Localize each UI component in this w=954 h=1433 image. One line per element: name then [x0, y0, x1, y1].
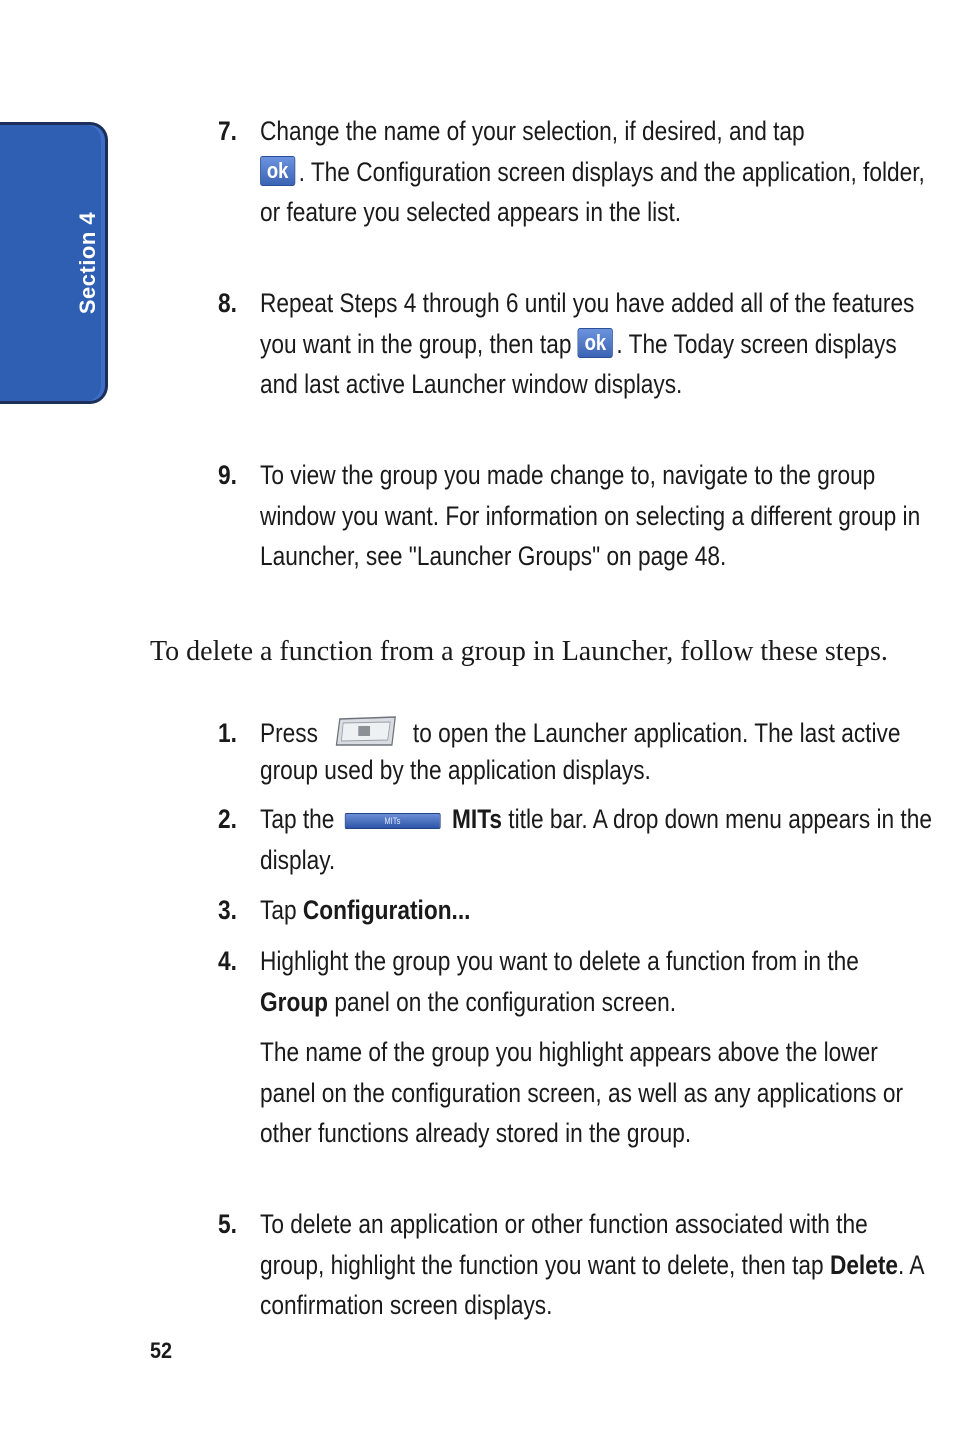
step-number: 4.: [218, 946, 237, 976]
step-text: to open the Launcher application. The last active group used by the application displays.: [260, 718, 901, 785]
launcher-key-icon: [333, 715, 399, 747]
step-text: To view the group you made change to, navigate to the group window you want. For information on selecting a different group in Launcher, see "Launcher Groups" on page 48.: [260, 460, 921, 571]
mits-title-bar-icon: MITs: [344, 813, 440, 829]
list-item: [218, 455, 921, 577]
step-number: 8.: [218, 288, 237, 318]
list-item: [218, 941, 903, 1154]
step-number: 1.: [218, 718, 237, 748]
step-text: Change the name of your selection, if desired, and tap: [260, 116, 805, 146]
step-bold-text: Delete: [829, 1249, 899, 1280]
step-text: title bar. A drop down menu appears in the display.: [260, 804, 932, 875]
step-text: panel on the configuration screen.: [334, 986, 677, 1017]
step-text: . The Today screen displays and last active Launcher window displays.: [260, 328, 897, 399]
section-tab-label: Section 4: [75, 211, 100, 315]
step-text: Tap: [260, 895, 297, 925]
step-number: 7.: [218, 116, 237, 146]
step-text: Press: [260, 718, 318, 748]
step-text: . A confirmation screen displays.: [260, 1249, 924, 1320]
step-text: Tap the: [260, 804, 335, 834]
step-number: 5.: [218, 1209, 237, 1239]
ok-icon: ok: [260, 156, 295, 186]
list-item: [218, 283, 915, 405]
list-item: [218, 111, 925, 233]
ok-icon: ok: [578, 328, 613, 358]
step-number: 9.: [218, 460, 237, 490]
step-text: Repeat Steps 4 through 6 until you have added all of the features you want in the group, then tap: [260, 288, 915, 359]
list-item: [218, 715, 901, 789]
step-text: . The Configuration screen displays and the application, folder, or feature you selected appears in the list.: [260, 156, 925, 227]
step-note: The name of the group you highlight appears above the lower panel on the configuration screen, as well as any applications or other functions already stored in the group.: [260, 1037, 903, 1148]
list-item: [218, 1204, 924, 1326]
step-number: 2.: [218, 804, 237, 834]
intro-paragraph: To delete a function from a group in Launcher, follow these steps.: [150, 636, 888, 667]
step-bold-text: MITs: [452, 804, 502, 834]
step-bold-text: Group: [260, 986, 329, 1017]
step-bold-text: Configuration...: [302, 895, 471, 925]
list-item: [218, 890, 789, 931]
step-number: 3.: [218, 895, 237, 925]
page-number: 52: [150, 1338, 173, 1363]
step-text: To delete an application or other function associated with the group, highlight the function you want to delete, then tap: [260, 1209, 868, 1280]
step-text: Highlight the group you want to delete a function from in the: [260, 946, 859, 976]
list-item: [218, 799, 932, 880]
